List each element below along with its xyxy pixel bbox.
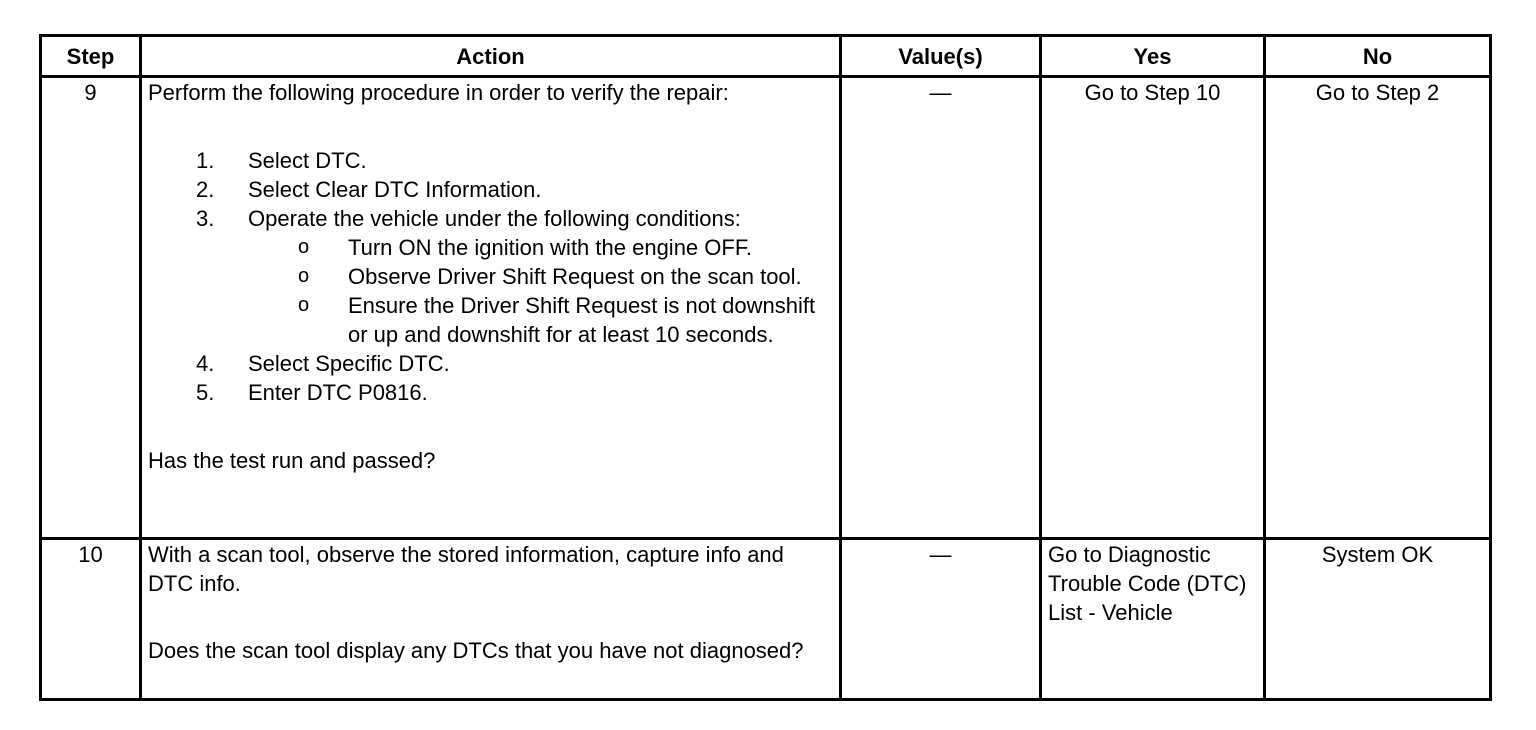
step-number: 10 — [41, 539, 141, 700]
table-row-step-9 — [41, 77, 1491, 539]
bullet-icon: o — [298, 294, 310, 316]
no-cell: Go to Step 2 — [1265, 77, 1491, 539]
procedure-number: 1. — [196, 148, 215, 173]
conditions-list — [248, 233, 833, 349]
condition-item — [148, 262, 833, 291]
action-intro: With a scan tool, observe the stored information, capture info and DTC info. — [148, 542, 784, 596]
procedure-text: Operate the vehicle under the following conditions: — [248, 206, 741, 231]
action-intro: Perform the following procedure in order to verify the repair: — [148, 80, 729, 105]
diagnostic-table — [39, 34, 1492, 701]
condition-item — [148, 291, 833, 349]
action-question: Has the test run and passed? — [148, 448, 436, 473]
procedure-item — [148, 175, 833, 204]
value-cell: — — [841, 77, 1041, 539]
procedure-number: 4. — [196, 351, 215, 376]
yes-cell: Go to Step 10 — [1041, 77, 1265, 539]
procedure-text: Select Specific DTC. — [248, 351, 450, 376]
procedure-item — [148, 349, 833, 378]
action-question: Does the scan tool display any DTCs that you have not diagnosed? — [148, 638, 804, 663]
procedure-item — [148, 378, 833, 407]
procedure-text: Enter DTC P0816. — [248, 380, 428, 405]
bullet-icon: o — [298, 236, 310, 258]
header-action: Action — [141, 36, 841, 77]
condition-text: Turn ON the ignition with the engine OFF. — [348, 235, 752, 260]
yes-cell: Go to Diagnostic Trouble Code (DTC) List - Vehicle — [1041, 539, 1265, 700]
no-cell: System OK — [1265, 539, 1491, 700]
header-no: No — [1265, 36, 1491, 77]
action-cell — [141, 77, 841, 539]
procedure-item — [148, 204, 833, 349]
header-yes: Yes — [1041, 36, 1265, 77]
action-cell — [141, 539, 841, 700]
procedure-item — [148, 146, 833, 175]
procedure-text: Select Clear DTC Information. — [248, 177, 542, 202]
header-step: Step — [41, 36, 141, 77]
table-row-step-10 — [41, 539, 1491, 700]
header-row — [41, 36, 1491, 77]
procedure-text: Select DTC. — [248, 148, 367, 173]
procedure-number: 2. — [196, 177, 215, 202]
condition-item — [148, 233, 833, 262]
condition-text: Ensure the Driver Shift Request is not downshift or up and downshift for at least 10 seconds. — [348, 293, 816, 347]
procedure-number: 5. — [196, 380, 215, 405]
condition-text: Observe Driver Shift Request on the scan tool. — [348, 264, 802, 289]
bullet-icon: o — [298, 265, 310, 287]
step-number: 9 — [41, 77, 141, 539]
header-values: Value(s) — [841, 36, 1041, 77]
value-cell: — — [841, 539, 1041, 700]
procedure-list — [148, 146, 833, 407]
procedure-number: 3. — [196, 206, 215, 231]
